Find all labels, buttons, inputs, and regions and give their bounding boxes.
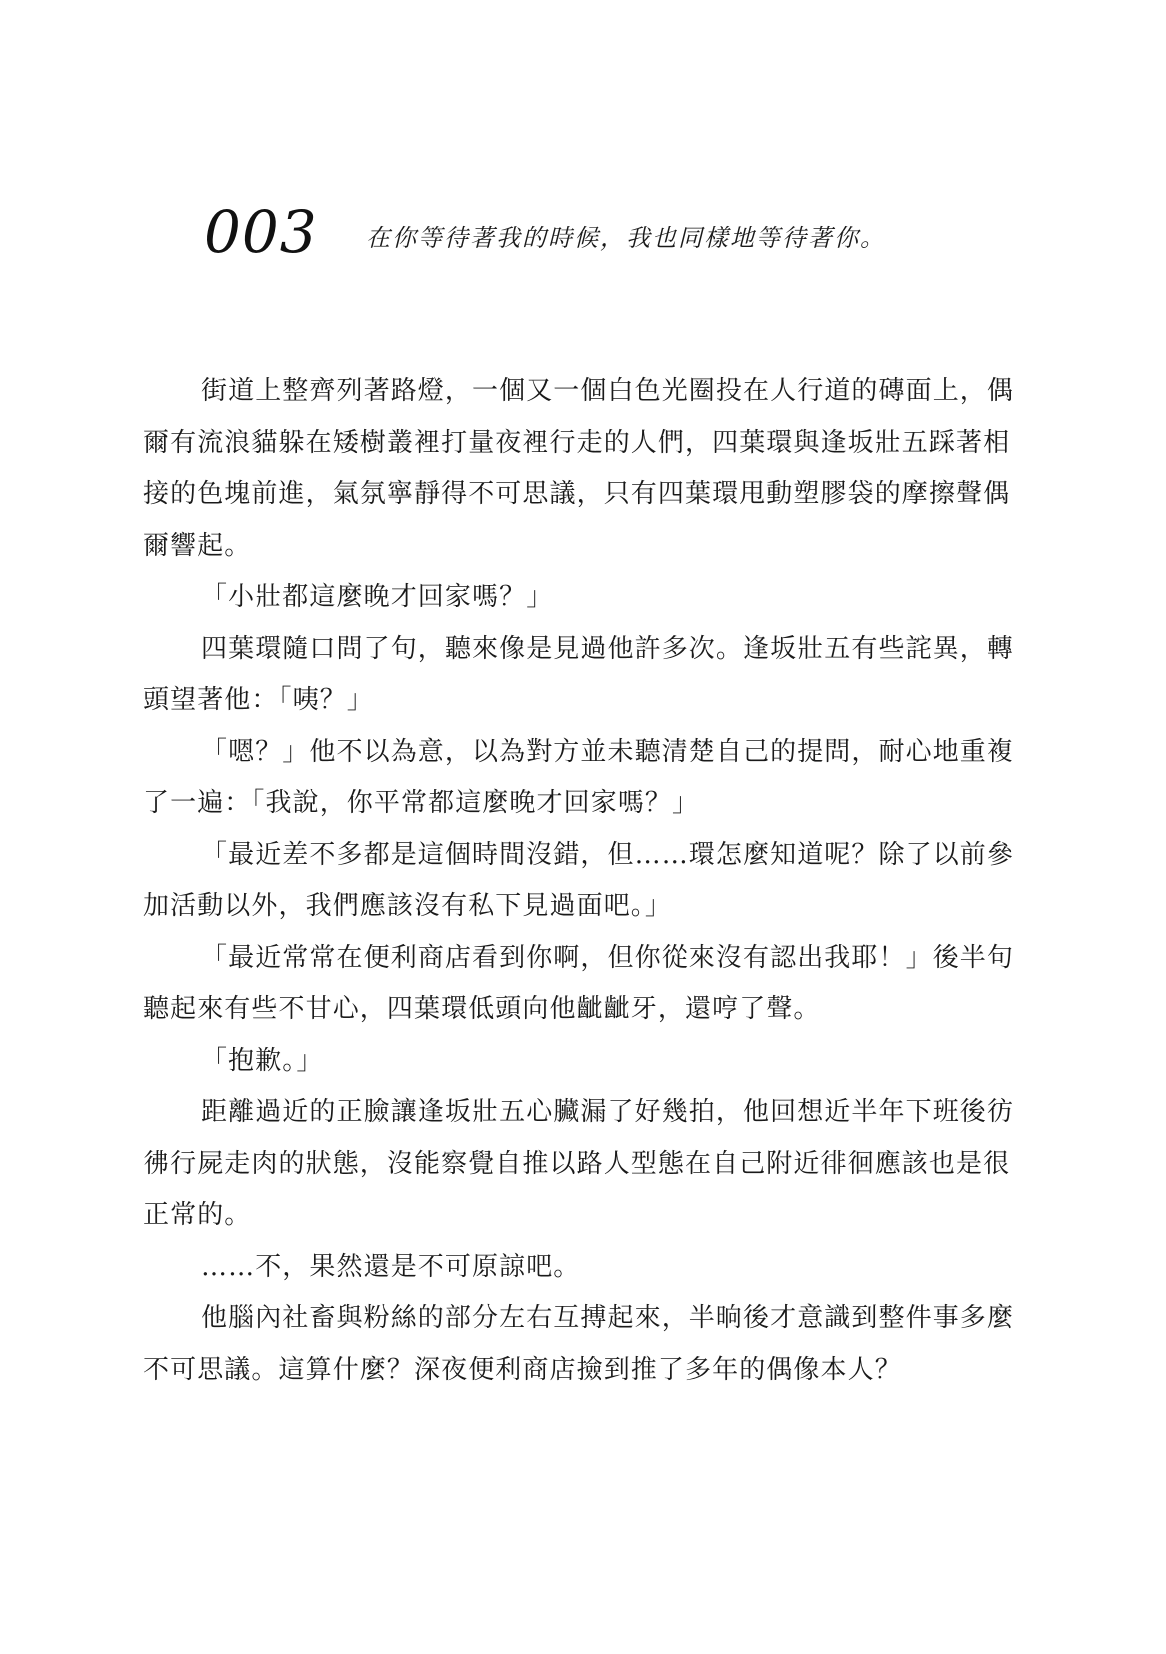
paragraph: 「抱歉。」 xyxy=(201,1045,324,1076)
paragraph: ……不，果然還是不可原諒吧。 xyxy=(201,1251,581,1282)
paragraph: 四葉環隨口問了句，聽來像是見過他許多次。逢坂壯五有些詫異，轉頭望著他：「咦？」 xyxy=(143,633,1015,715)
chapter-number: 003 xyxy=(204,198,318,266)
chapter-title: 在你等待著我的時候，我也同樣地等待著你。 xyxy=(366,224,886,252)
chapter-body xyxy=(143,366,1023,1396)
paragraph: 街道上整齊列著路燈，一個又一個白色光圈投在人行道的磚面上，偶爾有流浪貓躲在矮樹叢裡打量夜裡行走的人們，四葉環與逢坂壯五踩著相接的色塊前進，氣氛寧靜得不可思議，只有四葉環甩動塑膠袋的摩擦聲偶爾響起。 xyxy=(143,376,1015,561)
paragraph: 他腦內社畜與粉絲的部分左右互搏起來，半晌後才意識到整件事多麼不可思議。這算什麼？深夜便利商店撿到推了多年的偶像本人？ xyxy=(143,1303,1015,1385)
paragraph: 「最近差不多都是這個時間沒錯，但……環怎麼知道呢？除了以前參加活動以外，我們應該沒有私下見過面吧。」 xyxy=(143,839,1015,921)
paragraph: 「嗯？」他不以為意，以為對方並未聽清楚自己的提問，耐心地重複了一遍：「我說，你平常都這麼晚才回家嗎？」 xyxy=(143,736,1015,818)
chapter-header xyxy=(200,200,1000,270)
paragraph: 距離過近的正臉讓逢坂壯五心臟漏了好幾拍，他回想近半年下班後彷彿行屍走肉的狀態，沒能察覺自推以路人型態在自己附近徘徊應該也是很正常的。 xyxy=(143,1097,1015,1230)
paragraph: 「小壯都這麼晚才回家嗎？」 xyxy=(201,582,554,612)
paragraph: 「最近常常在便利商店看到你啊，但你從來沒有認出我耶！」後半句聽起來有些不甘心，四葉環低頭向他齜齜牙，還哼了聲。 xyxy=(143,942,1015,1024)
